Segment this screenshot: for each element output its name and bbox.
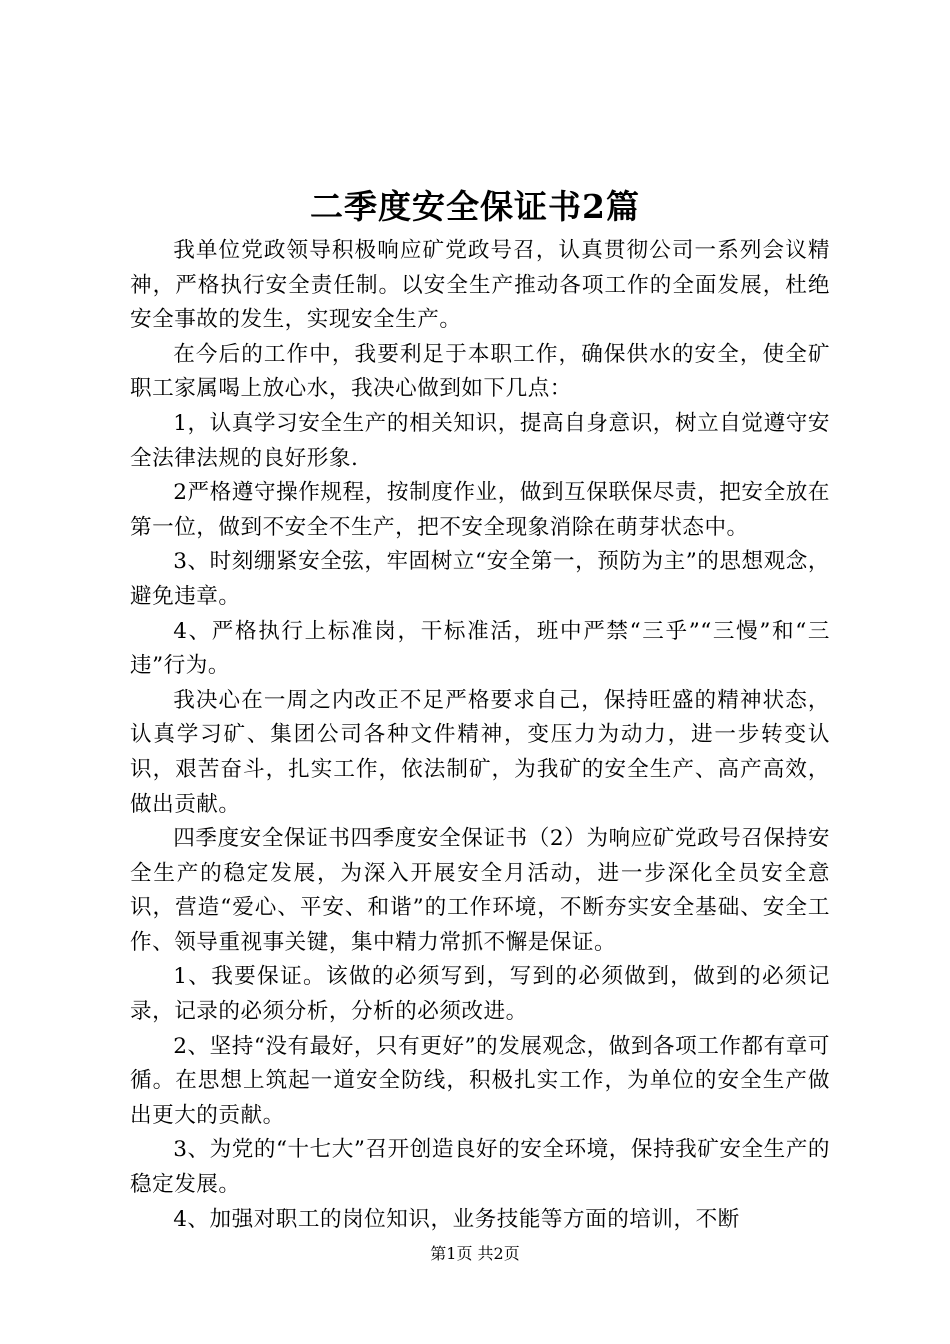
page-number-footer: 第1页 共2页 — [430, 1244, 520, 1263]
paragraph: 4、加强对职工的岗位知识，业务技能等方面的培训，不断 — [173, 1206, 740, 1232]
paragraph: 1、我要保证。该做的必须写到，写到的必须做到，做到的必须记录，记录的必须分析，分析的必须改进。 — [130, 964, 830, 1025]
paragraph: 1，认真学习安全生产的相关知识，提高自身意识，树立自觉遵守安全法律法规的良好形象. — [130, 410, 830, 471]
paragraph: 四季度安全保证书四季度安全保证书（2）为响应矿党政号召保持安全生产的稳定发展，为深入开展安全月活动，进一步深化全员安全意识，营造“爱心、平安、和谐”的工作环境，不断夯实安全基础、安全工作、领导重视事关键，集中精力常抓不懈是保证。 — [130, 826, 830, 955]
paragraph: 在今后的工作中，我要利足于本职工作，确保供水的安全，使全矿职工家属喝上放心水，我决心做到如下几点： — [130, 341, 830, 402]
paragraph: 2严格遵守操作规程，按制度作业，做到互保联保尽责，把安全放在第一位，做到不安全不生产，把不安全现象消除在萌芽状态中。 — [130, 480, 830, 540]
paragraph: 4、严格执行上标准岗，干标准活，班中严禁“三乎”“三慢”和“三违”行为。 — [130, 618, 830, 679]
paragraph: 我决心在一周之内改正不足严格要求自己，保持旺盛的精神状态，认真学习矿、集团公司各种文件精神，变压力为动力，进一步转变认识，艰苦奋斗，扎实工作，依法制矿，为我矿的安全生产、高产高效，做出贡献。 — [130, 687, 830, 817]
paragraph: 2、坚持“没有最好，只有更好”的发展观念，做到各项工作都有章可循。在思想上筑起一道安全防线，积极扎实工作，为单位的安全生产做出更大的贡献。 — [130, 1033, 830, 1128]
paragraph: 我单位党政领导积极响应矿党政号召，认真贯彻公司一系列会议精神，严格执行安全责任制。以安全生产推动各项工作的全面发展，杜绝安全事故的发生，实现安全生产。 — [130, 238, 830, 333]
document-title: 二季度安全保证书2篇 — [310, 187, 640, 226]
document-body — [130, 234, 830, 1237]
paragraph: 3、为党的“十七大”召开创造良好的安全环境，保持我矿安全生产的稳定发展。 — [130, 1137, 830, 1198]
paragraph: 3、时刻绷紧安全弦，牢固树立“安全第一，预防为主”的思想观念，避免违章。 — [130, 549, 830, 609]
